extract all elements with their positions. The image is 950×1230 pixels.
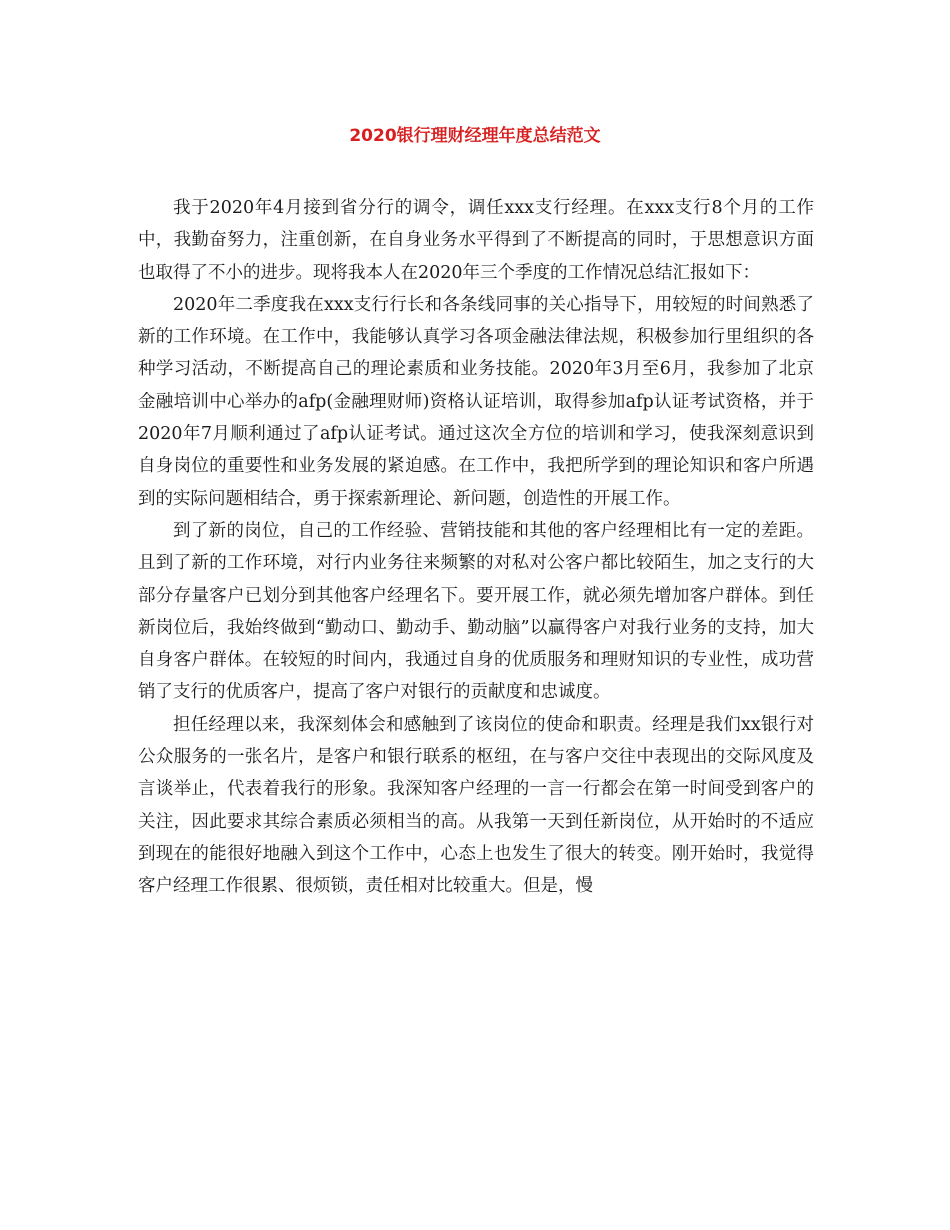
paragraph: 我于2020年4月接到省分行的调令，调任xxx支行经理。在xxx支行8个月的工作中，我勤奋努力，注重创新，在自身业务水平得到了不断提高的同时，于思想意识方面也取得了不小的进步。现将我本人在2020年三个季度的工作情况总结汇报如下：	[138, 198, 814, 283]
document-title: 2020银行理财经理年度总结范文	[349, 126, 601, 146]
paragraph: 2020年二季度我在xxx支行行长和各条线同事的关心指导下，用较短的时间熟悉了新的工作环境。在工作中，我能够认真学习各项金融法律法规，积极参加行里组织的各种学习活动，不断提高自己的理论素质和业务技能。2020年3月至6月，我参加了北京金融培训中心举办的afp(金融理财师)资格认证培训，取得参加afp认证考试资格，并于2020年7月顺利通过了afp认证考试。通过这次全方位的培训和学习，使我深刻意识到自身岗位的重要性和业务发展的紧迫感。在工作中，我把所学到的理论知识和客户所遇到的实际问题相结合，勇于探索新理论、新问题，创造性的开展工作。	[138, 294, 814, 509]
paragraph: 担任经理以来，我深刻体会和感触到了该岗位的使命和职责。经理是我们xx银行对公众服务的一张名片，是客户和银行联系的枢纽，在与客户交往中表现出的交际风度及言谈举止，代表着我行的形象。我深知客户经理的一言一行都会在第一时间受到客户的关注，因此要求其综合素质必须相当的高。从我第一天到任新岗位，从开始时的不适应到现在的能很好地融入到这个工作中，心态上也发生了很大的转变。刚开始时，我觉得客户经理工作很累、很烦锁，责任相对比较重大。但是，慢	[138, 714, 814, 897]
paragraph: 到了新的岗位，自己的工作经验、营销技能和其他的客户经理相比有一定的差距。且到了新的工作环境，对行内业务往来频繁的对私对公客户都比较陌生，加之支行的大部分存量客户已划分到其他客户经理名下。要开展工作，就必须先增加客户群体。到任新岗位后，我始终做到“勤动口、勤动手、勤动脑”以赢得客户对我行业务的支持，加大自身客户群体。在较短的时间内，我通过自身的优质服务和理财知识的专业性，成功营销了支行的优质客户，提高了客户对银行的贡献度和忠诚度。	[138, 520, 814, 703]
document-body	[138, 192, 814, 903]
